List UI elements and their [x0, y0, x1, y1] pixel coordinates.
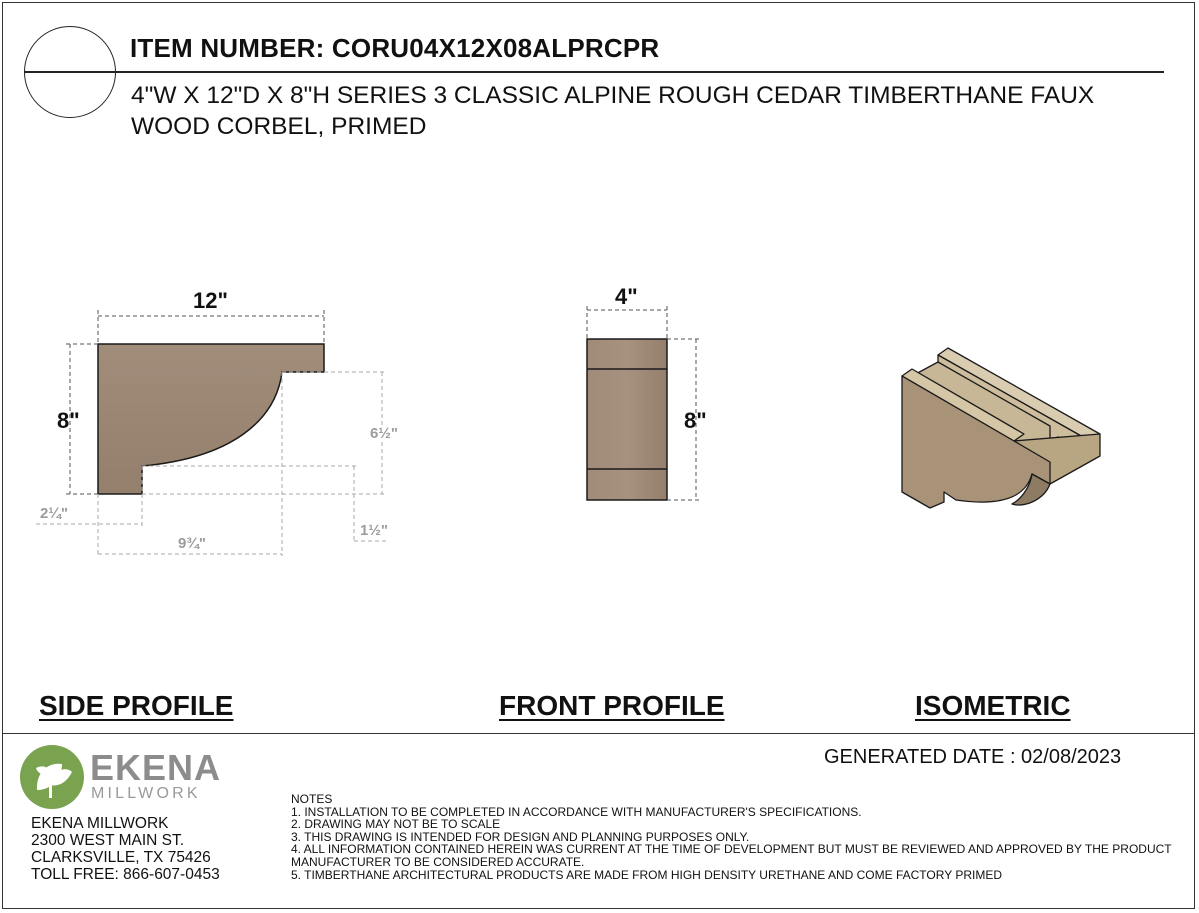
notes-title: NOTES [291, 792, 333, 806]
address-line: EKENA MILLWORK [31, 815, 169, 832]
note-item: 1. INSTALLATION TO BE COMPLETED IN ACCORDANCE WITH MANUFACTURER'S SPECIFICATIONS. [291, 804, 862, 819]
logo-name: EKENA [90, 747, 222, 788]
item-number: ITEM NUMBER: CORU04X12X08ALPRCPR [130, 33, 660, 63]
side-profile-label: SIDE PROFILE [39, 690, 234, 721]
side-curve-height-label: 6½" [370, 425, 398, 442]
side-profile-shape [98, 344, 324, 494]
front-height-label: 8" [684, 408, 707, 433]
item-description: 4"W X 12"D X 8"H SERIES 3 CLASSIC ALPINE ROUGH CEDAR TIMBERTHANE FAUX WOOD CORBEL, PRIMED [131, 82, 1095, 140]
front-width-label: 4" [615, 284, 638, 309]
side-foot-height-dimension [142, 466, 386, 541]
side-profile-drawing [36, 310, 386, 556]
notes-block [291, 793, 1181, 881]
side-height-label: 8" [57, 408, 80, 433]
front-profile-drawing [587, 306, 700, 500]
note-item: 4. ALL INFORMATION CONTAINED HEREIN WAS CURRENT AT THE TIME OF DEVELOPMENT BUT MUST BE REVIEWED AND APPROVED BY THE PRODUCT MANUFACTURER TO BE CONSIDERED ACCURATE. [291, 842, 1172, 869]
footer-rule [2, 733, 1195, 734]
ekena-logo [20, 745, 230, 811]
front-width-dimension [587, 306, 667, 339]
note-item: 5. TIMBERTHANE ARCHITECTURAL PRODUCTS ARE MADE FROM HIGH DENSITY URETHANE AND COME FACTORY PRIMED [291, 867, 1002, 882]
front-profile-label: FRONT PROFILE [499, 690, 725, 721]
company-address [31, 815, 220, 883]
note-item: 2. DRAWING MAY NOT BE TO SCALE [291, 817, 501, 832]
side-foot-width-label: 2¼" [40, 505, 68, 522]
side-foot-height-label: 1½" [360, 522, 388, 539]
address-line: TOLL FREE: 866-607-0453 [31, 866, 220, 883]
note-item: 3. THIS DRAWING IS INTENDED FOR DESIGN AND PLANNING PURPOSES ONLY. [291, 829, 750, 844]
side-width-dimension [98, 310, 324, 344]
isometric-drawing [902, 348, 1100, 508]
address-line: 2300 WEST MAIN ST. [31, 832, 185, 849]
isometric-label: ISOMETRIC [915, 690, 1071, 721]
side-curve-width-label: 9¾" [178, 535, 206, 552]
side-width-label: 12" [193, 288, 228, 313]
logo-subtitle: MILLWORK [91, 785, 201, 802]
generated-date: GENERATED DATE : 02/08/2023 [824, 746, 1122, 768]
address-line: CLARKSVILLE, TX 75426 [31, 849, 211, 866]
front-profile-shape [587, 339, 667, 500]
